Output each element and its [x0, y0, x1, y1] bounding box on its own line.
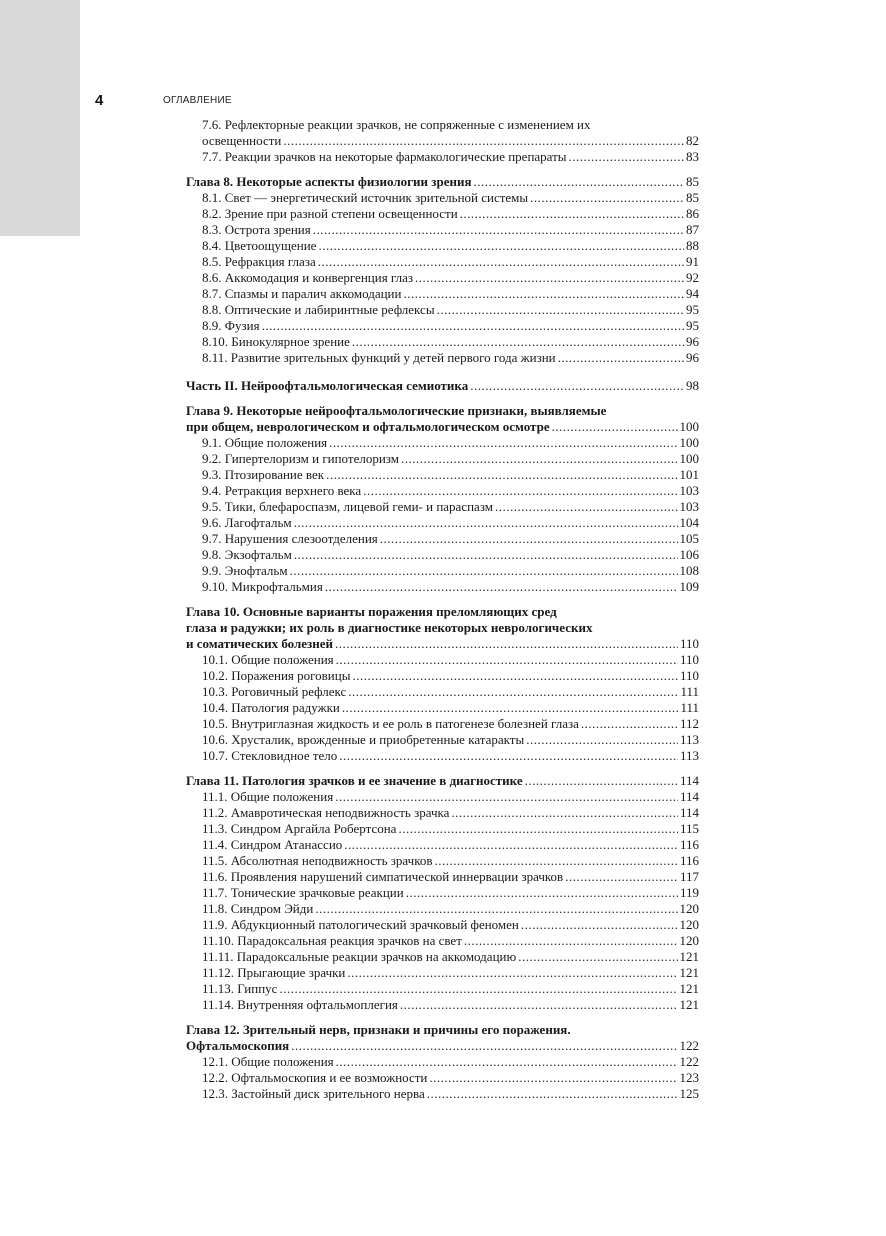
toc-page-number: 85 [686, 174, 699, 189]
toc-entry-title: 9.5. Тики, блефароспазм, лицевой геми- и параспазм [202, 499, 493, 514]
toc-section-entry[interactable] [186, 716, 699, 732]
toc-section-entry[interactable] [186, 579, 699, 595]
toc-page-number: 94 [686, 286, 699, 301]
dot-leader [464, 933, 678, 949]
toc-section-entry[interactable] [186, 684, 699, 700]
dot-leader [569, 149, 684, 165]
toc-entry-title: 9.10. Микрофтальмия [202, 579, 323, 594]
toc-page-number: 119 [679, 885, 699, 900]
toc-page-number: 110 [679, 652, 699, 667]
toc-entry-title: 11.12. Прыгающие зрачки [202, 965, 346, 980]
toc-section-entry[interactable] [186, 981, 699, 997]
toc-entry-title: Глава 11. Патология зрачков и ее значение в диагностике [186, 773, 523, 788]
toc-section-entry[interactable] [186, 286, 699, 302]
toc-page-number: 114 [679, 805, 699, 820]
toc-entry-title: 9.2. Гипертелоризм и гипотелоризм [202, 451, 399, 466]
toc-entry-title: 9.4. Ретракция верхнего века [202, 483, 362, 498]
dot-leader [435, 853, 678, 869]
dot-leader [344, 837, 678, 853]
toc-chapter-entry[interactable] [186, 773, 699, 789]
toc-page-number: 91 [686, 254, 699, 269]
toc-section-entry[interactable] [186, 700, 699, 716]
toc-page-number: 113 [679, 748, 699, 763]
toc-page-number: 87 [686, 222, 699, 237]
toc-page-number: 108 [679, 563, 699, 578]
dot-leader [558, 350, 684, 366]
toc-page-number: 120 [679, 933, 699, 948]
dot-leader [352, 334, 684, 350]
toc-page-number: 114 [679, 789, 699, 804]
toc-entry-title: 11.3. Синдром Аргайла Робертсона [202, 821, 397, 836]
toc-entry-title: и соматических болезней [186, 636, 334, 651]
dot-leader [262, 318, 684, 334]
toc-entry-title: при общем, неврологическом и офтальмологическом осмотре [186, 419, 550, 434]
toc-page-number: 113 [679, 732, 699, 747]
toc-page-number: 105 [679, 531, 699, 546]
toc-section-entry[interactable] [186, 222, 699, 238]
toc-page-number: 116 [679, 853, 699, 868]
toc-entry-title: 11.9. Абдукционный патологический зрачковый феномен [202, 917, 519, 932]
dot-leader [470, 378, 684, 394]
toc-page-number: 100 [679, 435, 699, 450]
dot-leader [336, 652, 678, 668]
toc-section-entry[interactable] [186, 238, 699, 254]
dot-leader [352, 668, 678, 684]
toc-page-number: 110 [679, 668, 699, 683]
toc-entry-title: 9.7. Нарушения слезоотделения [202, 531, 378, 546]
toc-page-number: 122 [679, 1054, 699, 1069]
toc-entry-title: 11.11. Парадоксальные реакции зрачков на аккомодацию [202, 949, 517, 964]
toc-entry-title: освещенности [202, 133, 282, 148]
toc-section-entry[interactable] [186, 837, 699, 853]
dot-leader [335, 789, 678, 805]
dot-leader [401, 451, 678, 467]
toc-entry-title: 9.3. Птозирование век [202, 467, 325, 482]
dot-leader [336, 1054, 678, 1070]
toc-entry-title: 11.7. Тонические зрачковые реакции [202, 885, 404, 900]
toc-page-number: 103 [679, 499, 699, 514]
toc-page-number: 103 [679, 483, 699, 498]
toc-section-entry[interactable] [186, 190, 699, 206]
toc-page-number: 116 [679, 837, 699, 852]
toc-section-entry[interactable] [186, 853, 699, 869]
dot-leader [565, 869, 678, 885]
toc-section-entry[interactable] [186, 302, 699, 318]
toc-page-number: 111 [680, 684, 699, 699]
toc-section-entry[interactable] [186, 1054, 699, 1070]
toc-section-entry[interactable] [186, 547, 699, 563]
toc-section-entry[interactable] [186, 467, 699, 483]
toc-section-entry[interactable] [186, 206, 699, 222]
toc-section-entry[interactable] [186, 885, 699, 901]
toc-entry-title: 11.1. Общие положения [202, 789, 334, 804]
toc-entry-title: 8.4. Цветоощущение [202, 238, 317, 253]
dot-leader [474, 174, 684, 190]
dot-leader [283, 133, 684, 149]
toc-page-number: 82 [686, 133, 699, 148]
dot-leader [521, 917, 678, 933]
toc-section-entry[interactable] [186, 1070, 699, 1086]
toc-page-number: 104 [679, 515, 699, 530]
dot-leader [313, 222, 684, 238]
toc-page-number: 83 [686, 149, 699, 164]
toc-entry-title: 8.11. Развитие зрительных функций у детей первого года жизни [202, 350, 556, 365]
toc-page-number: 86 [686, 206, 699, 221]
toc-chapter-entry-title-line: Глава 10. Основные варианты поражения преломляющих сред [186, 604, 557, 619]
dot-leader [363, 483, 677, 499]
toc-section-entry-title-line: 7.6. Рефлекторные реакции зрачков, не сопряженные с изменением их [202, 117, 591, 132]
page-edge-strip [0, 0, 80, 236]
toc-entry-title: Глава 8. Некоторые аспекты физиологии зрения [186, 174, 472, 189]
toc-page-number: 122 [679, 1038, 699, 1053]
toc-section-entry[interactable] [186, 515, 699, 531]
toc-section-entry[interactable] [186, 997, 699, 1013]
toc-section-entry[interactable] [186, 483, 699, 499]
toc-page-number: 88 [686, 238, 699, 253]
toc-page-number: 115 [679, 821, 699, 836]
dot-leader [415, 270, 684, 286]
toc-page-number: 109 [679, 579, 699, 594]
toc-page-number: 100 [679, 419, 699, 434]
dot-leader [294, 547, 678, 563]
toc-entry-title: 11.6. Проявления нарушений симпатической иннервации зрачков [202, 869, 564, 884]
dot-leader [406, 885, 678, 901]
dot-leader [279, 981, 677, 997]
toc-entry-title: 11.8. Синдром Эйди [202, 901, 314, 916]
dot-leader [398, 821, 678, 837]
toc-entry-title: Часть II. Нейроофтальмологическая семиотика [186, 378, 469, 393]
dot-leader [581, 716, 678, 732]
page-number: 4 [95, 92, 104, 109]
toc-section-entry[interactable] [186, 949, 699, 965]
toc-section-entry[interactable] [186, 531, 699, 547]
toc-section-entry[interactable] [186, 732, 699, 748]
dot-leader [325, 579, 678, 595]
toc-section-entry[interactable] [186, 133, 699, 149]
toc-page-number: 92 [686, 270, 699, 285]
dot-leader [530, 190, 684, 206]
toc-entry-title: 12.1. Общие положения [202, 1054, 334, 1069]
toc-entry-title: 11.5. Абсолютная неподвижность зрачков [202, 853, 433, 868]
toc-section-entry[interactable] [186, 789, 699, 805]
toc-page-number: 101 [679, 467, 699, 482]
dot-leader [495, 499, 678, 515]
toc-entry-title: 11.4. Синдром Атанассио [202, 837, 343, 852]
toc-entry-title: 10.4. Патология радужки [202, 700, 340, 715]
toc-chapter-entry-title-line: Глава 9. Некоторые нейроофтальмологические признаки, выявляемые [186, 403, 607, 418]
toc-entry-title: Офтальмоскопия [186, 1038, 290, 1053]
toc-entry-title: 10.5. Внутриглазная жидкость и ее роль в патогенезе болезней глаза [202, 716, 579, 731]
toc-section-entry[interactable] [186, 668, 699, 684]
toc-chapter-entry-title-line: Глава 12. Зрительный нерв, признаки и причины его поражения. [186, 1022, 571, 1037]
toc-page-number: 121 [679, 981, 699, 996]
toc-section-entry[interactable] [186, 805, 699, 821]
toc-page-number: 125 [679, 1086, 699, 1101]
dot-leader [451, 805, 678, 821]
toc-section-entry[interactable] [186, 563, 699, 579]
toc-entry-title: 9.9. Энофтальм [202, 563, 288, 578]
toc-section-entry[interactable] [186, 652, 699, 668]
toc-section-entry[interactable] [186, 270, 699, 286]
dot-leader [329, 435, 677, 451]
toc-section-entry[interactable] [186, 254, 699, 270]
dot-leader [291, 1038, 677, 1054]
dot-leader [347, 965, 677, 981]
toc-page-number: 117 [679, 869, 699, 884]
toc-page-number: 121 [679, 997, 699, 1012]
toc-page-number: 96 [686, 350, 699, 365]
toc-entry-title: 10.2. Поражения роговицы [202, 668, 351, 683]
toc-entry-title: 12.3. Застойный диск зрительного нерва [202, 1086, 425, 1101]
dot-leader [294, 515, 678, 531]
toc-chapter-entry[interactable] [186, 174, 699, 190]
dot-leader [552, 419, 678, 435]
toc-chapter-entry[interactable] [186, 1038, 699, 1054]
dot-leader [315, 901, 677, 917]
toc-section-entry[interactable] [186, 917, 699, 933]
dot-leader [437, 302, 684, 318]
toc-entry-title: 8.10. Бинокулярное зрение [202, 334, 350, 349]
toc-entry-title: 8.3. Острота зрения [202, 222, 311, 237]
toc-entry-title: 8.2. Зрение при разной степени освещенности [202, 206, 458, 221]
toc-entry-title: 11.10. Парадоксальная реакция зрачков на свет [202, 933, 462, 948]
toc-chapter-entry[interactable] [186, 636, 699, 652]
dot-leader [427, 1086, 678, 1102]
toc-section-entry[interactable] [186, 965, 699, 981]
dot-leader [318, 238, 684, 254]
toc-entry-title: 10.3. Роговичный рефлекс [202, 684, 347, 699]
dot-leader [518, 949, 677, 965]
toc-section-entry[interactable] [186, 869, 699, 885]
toc-entry-title: 8.5. Рефракция глаза [202, 254, 316, 269]
dot-leader [400, 997, 678, 1013]
toc-entry-title: 7.7. Реакции зрачков на некоторые фармакологические препараты [202, 149, 567, 164]
toc-section-entry[interactable] [186, 748, 699, 764]
toc-entry-title: 8.7. Спазмы и паралич аккомодации [202, 286, 402, 301]
dot-leader [403, 286, 684, 302]
toc-page-number: 110 [679, 636, 699, 651]
toc-page-number: 112 [679, 716, 699, 731]
toc-page-number: 95 [686, 302, 699, 317]
dot-leader [326, 467, 677, 483]
toc-entry-title: 12.2. Офтальмоскопия и ее возможности [202, 1070, 428, 1085]
toc-entry-title: 9.8. Экзофтальм [202, 547, 292, 562]
running-head: ОГЛАВЛЕНИЕ [163, 95, 232, 106]
dot-leader [525, 773, 678, 789]
toc-section-entry[interactable] [186, 933, 699, 949]
toc-page-number: 100 [679, 451, 699, 466]
toc-section-entry[interactable] [186, 499, 699, 515]
toc-page-number: 121 [679, 949, 699, 964]
toc-page-number: 96 [686, 334, 699, 349]
toc-section-entry[interactable] [186, 451, 699, 467]
dot-leader [460, 206, 684, 222]
toc-section-entry[interactable] [186, 334, 699, 350]
toc-chapter-entry[interactable] [186, 419, 699, 435]
toc-page-number: 120 [679, 901, 699, 916]
table-of-contents [186, 117, 699, 1102]
toc-page-number: 85 [686, 190, 699, 205]
toc-section-entry[interactable] [186, 435, 699, 451]
toc-section-entry[interactable] [186, 901, 699, 917]
toc-page-number: 114 [679, 773, 699, 788]
dot-leader [318, 254, 684, 270]
toc-entry-title: 10.7. Стекловидное тело [202, 748, 338, 763]
toc-entry-title: 9.1. Общие положения [202, 435, 328, 450]
toc-section-entry[interactable] [186, 350, 699, 366]
toc-section-entry[interactable] [186, 318, 699, 334]
toc-page-number: 121 [679, 965, 699, 980]
dot-leader [339, 748, 678, 764]
dot-leader [348, 684, 678, 700]
toc-section-entry[interactable] [186, 1086, 699, 1102]
toc-page-number: 111 [680, 700, 699, 715]
toc-entry-title: 10.1. Общие положения [202, 652, 334, 667]
toc-chapter-entry-title-line: глаза и радужки; их роль в диагностике некоторых неврологических [186, 620, 593, 635]
toc-entry-title: 9.6. Лагофтальм [202, 515, 292, 530]
toc-section-entry[interactable] [186, 821, 699, 837]
toc-entry-title: 10.6. Хрусталик, врожденные и приобретенные катаракты [202, 732, 525, 747]
toc-page-number: 120 [679, 917, 699, 932]
dot-leader [526, 732, 678, 748]
dot-leader [290, 563, 678, 579]
dot-leader [342, 700, 679, 716]
dot-leader [380, 531, 678, 547]
toc-entry-title: 8.8. Оптические и лабиринтные рефлексы [202, 302, 435, 317]
toc-page-number: 106 [679, 547, 699, 562]
toc-entry-title: 11.2. Амавротическая неподвижность зрачка [202, 805, 450, 820]
toc-entry-title: 8.9. Фузия [202, 318, 260, 333]
toc-page-number: 95 [686, 318, 699, 333]
toc-entry-title: 11.13. Гиппус [202, 981, 278, 996]
dot-leader [429, 1070, 677, 1086]
toc-entry-title: 8.1. Свет — энергетический источник зрительной системы [202, 190, 529, 205]
toc-entry-title: 8.6. Аккомодация и конвергенция глаз [202, 270, 413, 285]
dot-leader [335, 636, 678, 652]
toc-entry-title: 11.14. Внутренняя офтальмоплегия [202, 997, 398, 1012]
toc-section-entry[interactable] [186, 149, 699, 165]
toc-page-number: 98 [686, 378, 699, 393]
toc-page-number: 123 [679, 1070, 699, 1085]
toc-part-entry[interactable] [186, 378, 699, 394]
